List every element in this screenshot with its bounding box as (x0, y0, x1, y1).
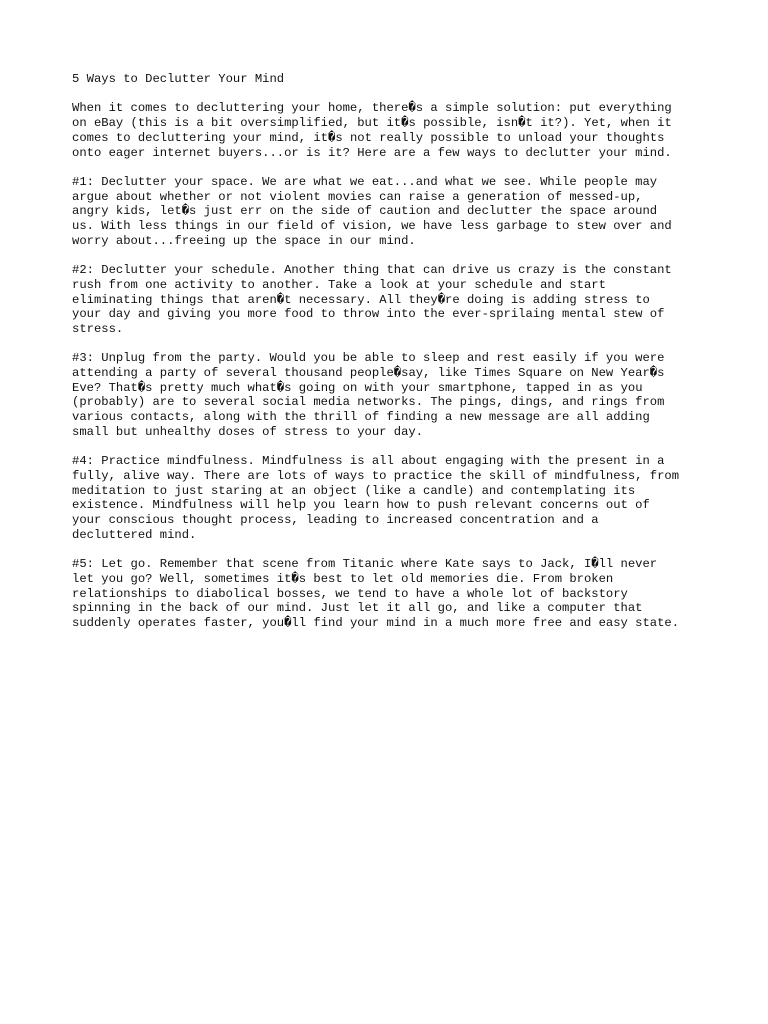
paragraph-tip-3: #3: Unplug from the party. Would you be able to sleep and rest easily if you were attending a party of several thousand people�say, like Times Square on New Year�s Eve? That�s pretty much what�s going on with your smartphone, tapped in as you (probably) are to several social media networks. The pings, dings, and rings from various contacts, along with the thrill of finding a new message are all adding small but unhealthy doses of stress to your day. (72, 351, 665, 439)
document-title: 5 Ways to Declutter Your Mind (72, 72, 285, 86)
paragraph-tip-2: #2: Declutter your schedule. Another thing that can drive us crazy is the constant rush from one activity to another. Take a look at your schedule and start eliminating things that aren�t necessary. All they�re doing is adding stress to your day and giving you more food to throw into the ever-sprilaing mental stew of stress. (72, 263, 672, 336)
paragraph-intro: When it comes to decluttering your home, there�s a simple solution: put everything on eBay (this is a bit oversimplified, but it�s possible, isn�t it?). Yet, when it comes to decluttering your mind, it�s not really possible to unload your thoughts onto eager internet buyers...or is it? Here are a few ways to declutter your mind. (72, 101, 672, 160)
document-page (72, 72, 712, 645)
paragraph-tip-1: #1: Declutter your space. We are what we eat...and what we see. While people may argue about whether or not violent movies can raise a generation of messed-up, angry kids, let�s just err on the side of caution and declutter the space around us. With less things in our field of vision, we have less garbage to stew over and worry about...freeing up the space in our mind. (72, 174, 672, 248)
paragraph-tip-5: #5: Let go. Remember that scene from Titanic where Kate says to Jack, I�ll never let you go? Well, sometimes it�s best to let old memories die. From broken relationships to diabolical bosses, we tend to have a whole lot of backstory spinning in the back of our mind. Just let it all go, and like a computer that suddenly operates faster, you�ll find your mind in a much more free and easy state. (72, 557, 680, 630)
paragraph-tip-4: #4: Practice mindfulness. Mindfulness is all about engaging with the present in a fully, alive way. There are lots of ways to practice the skill of mindfulness, from meditation to just staring at an object (like a candle) and contemplating its existence. Mindfulness will help you learn how to push relevant concerns out of your conscious thought process, leading to increased concentration and a decluttered mind. (72, 454, 680, 542)
